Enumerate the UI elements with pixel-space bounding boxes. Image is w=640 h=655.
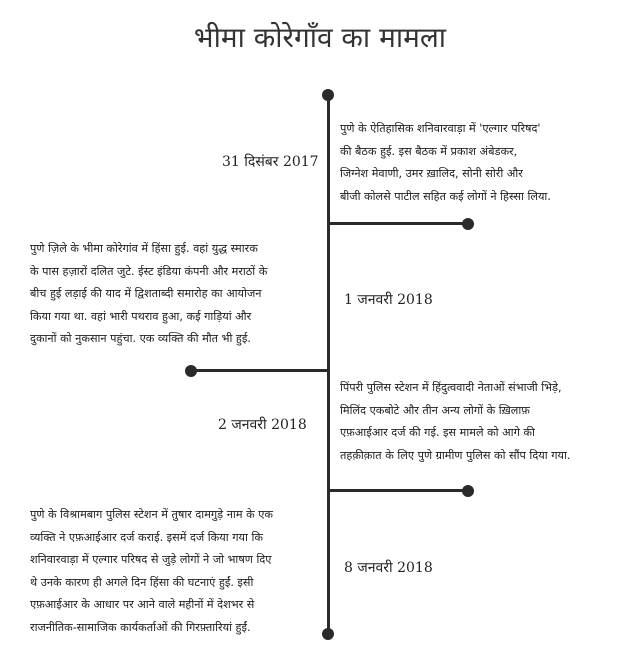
timeline-start-dot (322, 89, 334, 101)
branch-line-3 (329, 489, 467, 492)
branch-dot-3 (462, 485, 474, 497)
event-description-1: पुणे के ऐतिहासिक शनिवारवाड़ा में 'एल्गार परिषद' की बैठक हुई. इस बैठक में प्रकाश अंबेडकर, जिग्नेश मेवाणी, उमर ख़ालिद, सोनी सोरी और बीजी कोलसे पाटील सहित कई लोगों ने हिस्सा लिया. (340, 122, 551, 203)
branch-line-1 (329, 222, 467, 225)
timeline-axis (327, 94, 330, 634)
event-date-2: 1 जनवरी 2018 (344, 292, 433, 308)
event-description-3: पिंपरी पुलिस स्टेशन में हिंदुत्ववादी नेताओं संभाजी भिड़े, मिलिंद एकबोटे और तीन अन्य लोगों के ख़िलाफ़ एफ़आईआर दर्ज की गई. इस मामले को आगे की तहक़ीक़ात के लिए पुणे ग्रामीण पुलिस को सौंप दिया गया. (340, 381, 571, 462)
page-title: भीमा कोरेगाँव का मामला (193, 21, 447, 54)
event-date-3: 2 जनवरी 2018 (218, 417, 307, 433)
branch-dot-2 (185, 365, 197, 377)
event-date-4: 8 जनवरी 2018 (344, 560, 433, 576)
event-description-2: पुणे ज़िले के भीमा कोरेगांव में हिंसा हुई. वहां युद्ध स्मारक के पास हज़ारों दलित जुटे. ईस्ट इंडिया कंपनी और मराठों के बीच हुई लड़ाई की याद में द्विशताब्दी समारोह का आयोजन किया गया था. वहां भारी पथराव हुआ, कई गाड़ियां और दुकानों को नुकसान पहुंचा. एक व्यक्ति की मौत भी हुई. (30, 242, 268, 345)
branch-dot-1 (462, 218, 474, 230)
event-description-4: पुणे के विश्रामबाग पुलिस स्टेशन में तुषार दामगुड़े नाम के एक व्यक्ति ने एफ़आईआर दर्ज कराई. इसमें दर्ज किया गया कि शनिवारवाड़ा में एल्गार परिषद से जुड़े लोगों ने जो भाषण दिए थे उनके कारण ही अगले दिन हिंसा की घटनाएं हुईं. इसी एफ़आईआर के आधार पर आने वाले महीनों में देशभर से राजनीतिक-सामाजिक कार्यकर्ताओं की गिरफ़्तारियां हुईं. (30, 508, 274, 634)
event-date-1: 31 दिसंबर 2017 (222, 154, 319, 170)
branch-line-2 (191, 369, 329, 372)
timeline-end-dot (322, 628, 334, 640)
